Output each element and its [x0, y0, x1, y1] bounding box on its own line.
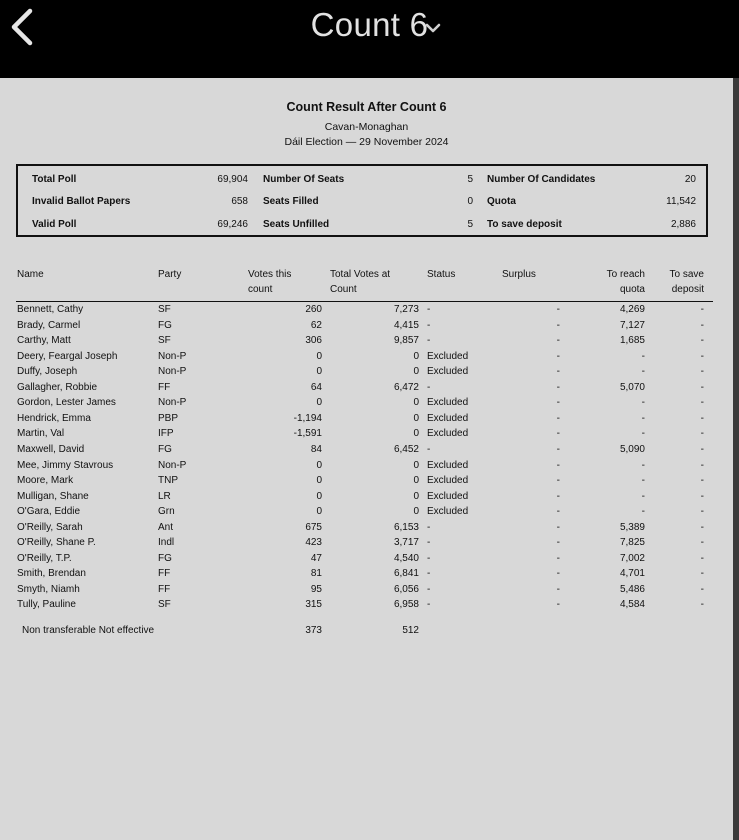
table-row	[0, 475, 733, 490]
cell-name: Hendrick, Emma	[17, 412, 91, 424]
quota-value: 11,542	[666, 196, 696, 207]
cell-reach: 7,127	[619, 319, 645, 331]
valid-poll-value: 69,246	[217, 219, 248, 230]
table-row	[0, 382, 733, 397]
total-poll-label: Total Poll	[32, 174, 77, 185]
cell-status: Excluded	[427, 506, 469, 518]
cell-save: -	[700, 537, 704, 549]
cell-total: 9,857	[393, 335, 419, 347]
cell-party: IFP	[158, 428, 174, 440]
page-title: Count 6	[310, 6, 429, 43]
cell-party: Non-P	[158, 397, 187, 409]
cell-name: O'Reilly, Sarah	[17, 521, 83, 533]
cell-total: 6,958	[393, 599, 419, 611]
cell-name: Bennett, Cathy	[17, 304, 84, 315]
cell-save: -	[700, 459, 704, 471]
cell-name: Mulligan, Shane	[17, 490, 89, 502]
table-row	[0, 522, 733, 537]
cell-name: Gallagher, Robbie	[17, 381, 98, 393]
col-header-save-line2: deposit	[671, 284, 704, 295]
cell-total: 0	[413, 475, 419, 487]
invalid-label: Invalid Ballot Papers	[32, 196, 131, 207]
cell-surplus: -	[556, 490, 560, 502]
cell-total: 6,841	[393, 568, 419, 580]
cell-surplus: -	[556, 350, 560, 362]
cell-total: 7,273	[393, 304, 419, 315]
title-dropdown-button[interactable]	[422, 18, 444, 38]
cell-total: 0	[413, 490, 419, 502]
cell-save: -	[700, 366, 704, 378]
cell-votes: 0	[316, 459, 322, 471]
col-header-total	[330, 267, 390, 297]
document-page[interactable]	[0, 78, 733, 840]
cell-status: Excluded	[427, 490, 469, 502]
cell-votes: 260	[305, 304, 322, 315]
non-transferable-total: 512	[402, 625, 419, 636]
cell-save: -	[700, 397, 704, 409]
cell-status: -	[427, 552, 431, 564]
cell-votes: 0	[316, 490, 322, 502]
col-header-votes-line1: Votes this	[248, 269, 292, 280]
cell-name: Carthy, Matt	[17, 335, 71, 347]
valid-poll-label: Valid Poll	[32, 219, 77, 230]
cell-name: Martin, Val	[17, 428, 65, 440]
cell-surplus: -	[556, 412, 560, 424]
cell-reach: -	[641, 459, 645, 471]
table-row	[0, 428, 733, 443]
cell-votes: 0	[316, 506, 322, 518]
cell-party: TNP	[158, 475, 178, 487]
cell-save: -	[700, 568, 704, 580]
summary-box	[16, 164, 708, 237]
cell-name: Duffy, Joseph	[17, 366, 78, 378]
table-row	[0, 320, 733, 335]
table-row	[0, 568, 733, 583]
cell-save: -	[700, 350, 704, 362]
cell-party: PBP	[158, 412, 179, 424]
cell-save: -	[700, 304, 704, 315]
cell-votes: 306	[305, 335, 322, 347]
cell-status: -	[427, 583, 431, 595]
cell-surplus: -	[556, 506, 560, 518]
cell-party: SF	[158, 304, 171, 315]
cell-party: Grn	[158, 506, 175, 518]
col-header-reach-line1: To reach	[606, 269, 645, 280]
cell-party: Non-P	[158, 350, 187, 362]
table-row	[0, 553, 733, 568]
cell-party: FG	[158, 443, 172, 455]
candidates-label: Number Of Candidates	[487, 174, 596, 185]
cell-party: FG	[158, 319, 172, 331]
cell-party: SF	[158, 599, 171, 611]
cell-name: Smyth, Niamh	[17, 583, 80, 595]
cell-party: Ant	[158, 521, 174, 533]
cell-save: -	[700, 521, 704, 533]
cell-reach: -	[641, 506, 645, 518]
cell-name: Gordon, Lester James	[17, 397, 116, 409]
table-row	[0, 460, 733, 475]
cell-votes: 0	[316, 350, 322, 362]
cell-votes: 0	[316, 397, 322, 409]
seats-value: 5	[467, 174, 473, 185]
header-divider	[16, 301, 713, 302]
cell-reach: 4,701	[619, 568, 645, 580]
cell-surplus: -	[556, 537, 560, 549]
total-poll-value: 69,904	[217, 174, 248, 185]
cell-surplus: -	[556, 443, 560, 455]
cell-total: 6,472	[393, 381, 419, 393]
cell-save: -	[700, 490, 704, 502]
col-header-save	[660, 267, 704, 297]
cell-reach: 7,825	[619, 537, 645, 549]
cell-surplus: -	[556, 552, 560, 564]
cell-party: LR	[158, 490, 171, 502]
table-row	[0, 351, 733, 366]
cell-surplus: -	[556, 583, 560, 595]
cell-save: -	[700, 381, 704, 393]
cell-party: Non-P	[158, 459, 187, 471]
cell-total: 4,540	[393, 552, 419, 564]
cell-votes: 0	[316, 366, 322, 378]
cell-party: FF	[158, 381, 171, 393]
cell-status: -	[427, 521, 431, 533]
cell-surplus: -	[556, 599, 560, 611]
col-header-total-line1: Total Votes at	[330, 269, 391, 280]
cell-reach: 4,584	[619, 599, 645, 611]
table-row	[0, 366, 733, 381]
cell-reach: 4,269	[619, 304, 645, 315]
cell-party: FF	[158, 583, 171, 595]
table-row	[0, 491, 733, 506]
table-row	[0, 413, 733, 428]
cell-name: Tully, Pauline	[17, 599, 76, 611]
table-row	[0, 599, 733, 614]
col-header-name: Name	[17, 269, 44, 280]
cell-reach: -	[641, 397, 645, 409]
table-row	[0, 304, 733, 319]
cell-votes: -1,591	[293, 428, 322, 440]
cell-reach: 5,090	[619, 443, 645, 455]
cell-reach: -	[641, 412, 645, 424]
col-header-votes-line2: count	[248, 284, 273, 295]
col-header-reach-line2: quota	[619, 284, 645, 295]
chevron-down-icon	[422, 18, 444, 38]
cell-surplus: -	[556, 335, 560, 347]
cell-votes: 64	[310, 381, 322, 393]
col-header-save-line1: To save	[669, 269, 704, 280]
cell-reach: -	[641, 428, 645, 440]
cell-total: 0	[413, 397, 419, 409]
cell-name: O'Reilly, Shane P.	[17, 537, 96, 549]
election-date: Dáil Election — 29 November 2024	[284, 136, 449, 148]
col-header-surplus: Surplus	[502, 269, 536, 280]
seats-unfilled-value: 5	[467, 219, 473, 230]
cell-surplus: -	[556, 459, 560, 471]
cell-status: -	[427, 599, 431, 611]
cell-save: -	[700, 443, 704, 455]
cell-status: Excluded	[427, 428, 469, 440]
cell-reach: 7,002	[619, 552, 645, 564]
cell-save: -	[700, 583, 704, 595]
top-bar	[0, 0, 739, 78]
cell-total: 0	[413, 366, 419, 378]
cell-save: -	[700, 506, 704, 518]
cell-save: -	[700, 319, 704, 331]
cell-total: 0	[413, 459, 419, 471]
cell-total: 0	[413, 506, 419, 518]
table-row	[0, 397, 733, 412]
cell-status: Excluded	[427, 350, 469, 362]
cell-votes: 81	[310, 568, 322, 580]
cell-party: FF	[158, 568, 171, 580]
table-row	[0, 584, 733, 599]
cell-reach: -	[641, 350, 645, 362]
deposit-value: 2,886	[670, 219, 696, 230]
cell-save: -	[700, 599, 704, 611]
document-title: Count Result After Count 6	[286, 100, 447, 114]
cell-reach: -	[641, 490, 645, 502]
cell-name: Maxwell, David	[17, 443, 85, 455]
cell-status: Excluded	[427, 397, 469, 409]
cell-status: -	[427, 537, 431, 549]
cell-status: -	[427, 568, 431, 580]
constituency: Cavan-Monaghan	[324, 121, 409, 133]
cell-status: -	[427, 335, 431, 347]
cell-reach: 1,685	[619, 335, 645, 347]
col-header-votes	[248, 267, 291, 297]
cell-votes: 62	[310, 319, 322, 331]
quota-label: Quota	[487, 196, 516, 207]
cell-reach: -	[641, 366, 645, 378]
cell-save: -	[700, 412, 704, 424]
cell-status: Excluded	[427, 475, 469, 487]
cell-name: Mee, Jimmy Stavrous	[17, 459, 114, 471]
cell-status: -	[427, 381, 431, 393]
table-row	[0, 537, 733, 552]
cell-name: Deery, Feargal Joseph	[17, 350, 118, 362]
seats-filled-label: Seats Filled	[263, 196, 319, 207]
cell-save: -	[700, 552, 704, 564]
non-transferable-label: Non transferable Not effective	[22, 625, 155, 636]
non-transferable-votes: 373	[305, 625, 322, 636]
cell-votes: 0	[316, 475, 322, 487]
cell-save: -	[700, 428, 704, 440]
seats-label: Number Of Seats	[263, 174, 345, 185]
cell-votes: 95	[310, 583, 322, 595]
cell-total: 3,717	[393, 537, 419, 549]
cell-status: Excluded	[427, 366, 469, 378]
col-header-total-line2: Count	[330, 284, 357, 295]
cell-name: Brady, Carmel	[17, 319, 81, 331]
col-header-reach	[580, 267, 645, 297]
cell-save: -	[700, 335, 704, 347]
table-row	[0, 444, 733, 459]
cell-surplus: -	[556, 397, 560, 409]
candidates-value: 20	[684, 174, 696, 185]
table-row	[0, 506, 733, 521]
cell-name: Moore, Mark	[17, 475, 74, 487]
cell-reach: 5,070	[619, 381, 645, 393]
cell-votes: 47	[310, 552, 322, 564]
cell-party: Indl	[158, 537, 175, 549]
cell-party: FG	[158, 552, 172, 564]
cell-surplus: -	[556, 428, 560, 440]
cell-surplus: -	[556, 304, 560, 315]
cell-surplus: -	[556, 568, 560, 580]
cell-reach: 5,486	[619, 583, 645, 595]
cell-surplus: -	[556, 319, 560, 331]
page-edge	[733, 78, 739, 840]
cell-total: 6,452	[393, 443, 419, 455]
cell-total: 0	[413, 350, 419, 362]
cell-party: Non-P	[158, 366, 187, 378]
seats-filled-value: 0	[467, 196, 473, 207]
cell-status: Excluded	[427, 459, 469, 471]
cell-votes: -1,194	[293, 412, 322, 424]
cell-total: 6,153	[393, 521, 419, 533]
cell-name: O'Reilly, T.P.	[17, 552, 72, 564]
col-header-status: Status	[427, 269, 456, 280]
cell-status: -	[427, 319, 431, 331]
cell-votes: 675	[305, 521, 322, 533]
cell-total: 6,056	[393, 583, 419, 595]
cell-surplus: -	[556, 381, 560, 393]
cell-total: 4,415	[393, 319, 419, 331]
cell-surplus: -	[556, 521, 560, 533]
cell-party: SF	[158, 335, 171, 347]
cell-status: Excluded	[427, 412, 469, 424]
cell-reach: -	[641, 475, 645, 487]
cell-status: -	[427, 443, 431, 455]
cell-reach: 5,389	[619, 521, 645, 533]
col-header-party: Party	[158, 269, 182, 280]
cell-votes: 315	[305, 599, 322, 611]
cell-save: -	[700, 475, 704, 487]
cell-total: 0	[413, 428, 419, 440]
seats-unfilled-label: Seats Unfilled	[263, 219, 330, 230]
cell-votes: 84	[310, 443, 322, 455]
cell-name: O'Gara, Eddie	[17, 506, 81, 518]
cell-name: Smith, Brendan	[17, 568, 86, 580]
cell-surplus: -	[556, 366, 560, 378]
table-row	[0, 335, 733, 350]
invalid-value: 658	[231, 196, 248, 207]
cell-status: -	[427, 304, 431, 315]
cell-votes: 423	[305, 537, 322, 549]
cell-total: 0	[413, 412, 419, 424]
deposit-label: To save deposit	[487, 219, 562, 230]
cell-surplus: -	[556, 475, 560, 487]
